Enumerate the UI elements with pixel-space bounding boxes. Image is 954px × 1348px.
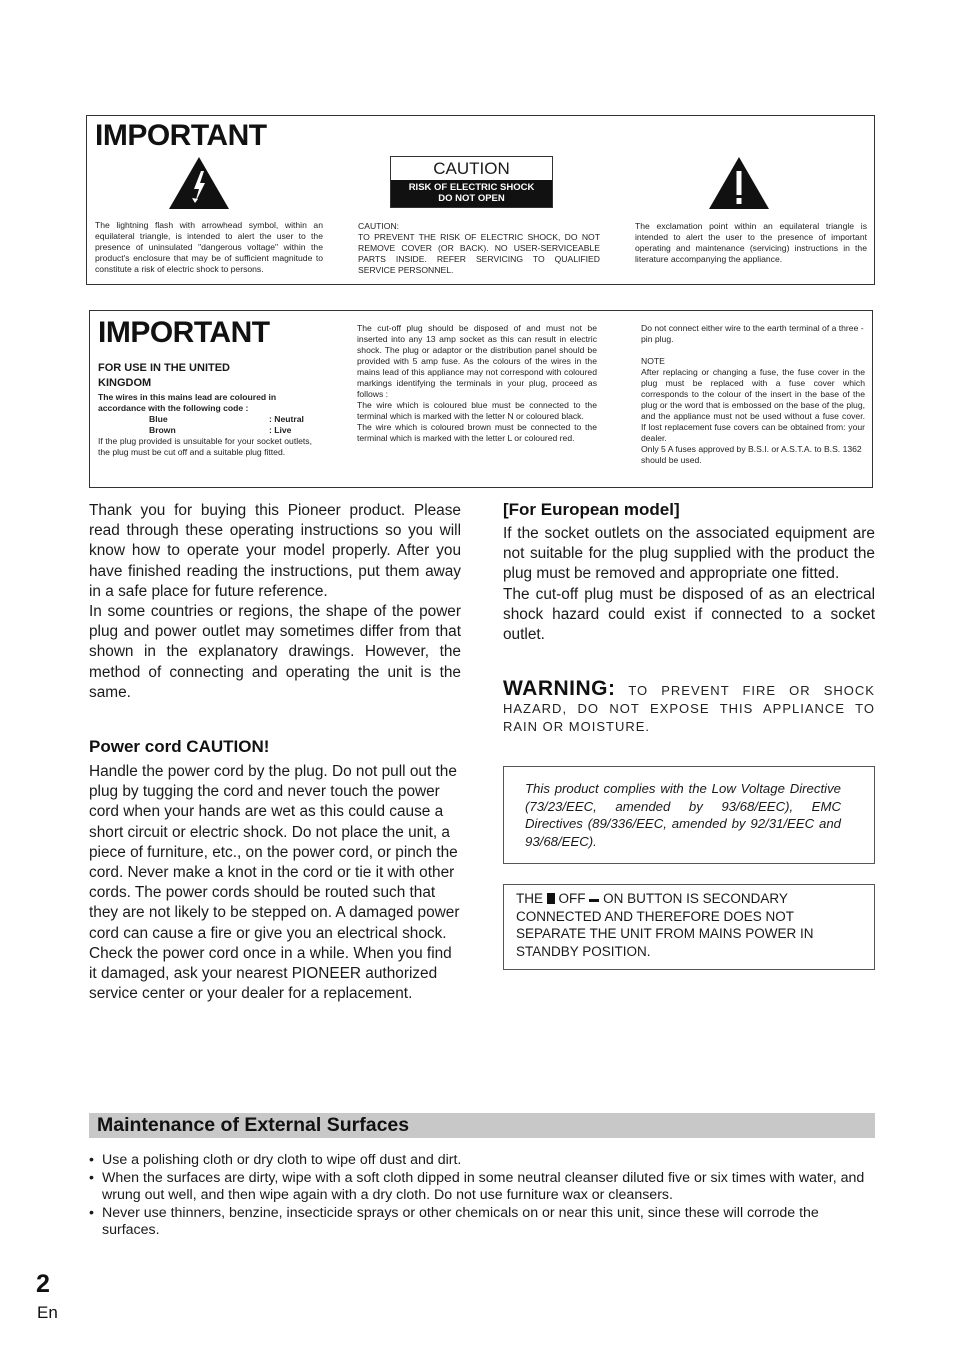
page-language: En	[37, 1303, 58, 1322]
power-on-icon	[589, 899, 599, 902]
maintenance-heading: Maintenance of External Surfaces	[97, 1114, 410, 1136]
uk-wires-intro: The wires in this mains lead are coloured in accordance with the following code :	[98, 392, 277, 413]
caution-label	[390, 156, 553, 208]
uk-col3	[641, 323, 865, 466]
wire-brown-role: : Live	[269, 425, 292, 435]
caution-label-line2: DO NOT OPEN	[438, 193, 505, 204]
wire-blue-color: Blue	[149, 414, 168, 424]
standby-box	[503, 884, 875, 970]
uk-col1	[98, 361, 312, 458]
uk-fuse-text: Only 5 A fuses approved by B.S.I. or A.S.T.A. to B.S. 1362 should be used.	[641, 444, 862, 465]
page-number: 2	[36, 1270, 50, 1298]
european-paragraph-1: If the socket outlets on the associated equipment are not suitable for the plug supplied with the product the plug must be removed and appropriate one fitted.	[503, 525, 875, 583]
caution-explanation	[358, 221, 600, 276]
exclamation-explanation: The exclamation point within an equilateral triangle is intended to alert the user to the presence of important operating and maintenance (servicing) instructions in the literature accompanying the appliance.	[635, 221, 867, 264]
uk-note-text: After replacing or changing a fuse, the fuse cover in the plug must be replaced with a fuse cover which corresponds to the colour of the insert in the base of the plug or the word that is embossed on the base of the plug, and the appliance must not be used without a fuse cover. If lost replacement fuse covers can be obtained from: your dealer.	[641, 367, 865, 443]
maintenance-header-bar	[89, 1113, 875, 1138]
power-off-icon	[547, 893, 555, 904]
uk-earth-text: Do not connect either wire to the earth terminal of a three - pin plug.	[641, 323, 864, 344]
uk-brown-wire-text: The wire which is coloured brown must be connected to the terminal which is marked with the letter L or coloured red.	[357, 422, 597, 443]
standby-off: OFF	[558, 891, 586, 906]
warning-section	[503, 677, 875, 736]
important-title-top: IMPORTANT	[95, 119, 267, 152]
maintenance-item: • Use a polishing cloth or dry cloth to wipe off dust and dirt.	[89, 1152, 879, 1170]
intro-paragraph-1: Thank you for buying this Pioneer product. Please read through these operating instructions so you will know how to operate your model properly. After you have finished reading the instructions, put them away in a safe place for future reference.	[89, 502, 461, 600]
uk-blue-wire-text: The wire which is coloured blue must be connected to the terminal which is marked with the letter N or coloured black.	[357, 400, 597, 421]
warning-text: TO PREVENT FIRE OR SHOCK HAZARD, DO NOT EXPOSE THIS APPLIANCE TO RAIN OR MOISTURE.	[503, 683, 875, 734]
uk-wire-brown	[98, 425, 312, 436]
power-cord-text: Handle the power cord by the plug. Do not pull out the plug by tugging the cord and never touch the power cord when your hands are wet as this could cause a short circuit or electric shock. Do not place the unit, a piece of furniture, etc., on the power cord, or pinch the cord. Never make a knot in the cord or tie it with other cords. The power cords should be routed such that they are not likely to be stepped on. A damaged power cord can cause a fire or give you an electrical shock. Check the power cord once in a while. When you find it damaged, ask your nearest PIONEER authorized service center or your dealer for a replacement.	[89, 763, 460, 1003]
lightning-explanation: The lightning flash with arrowhead symbol, within an equilateral triangle, is intended to alert the user to the presence of uninsulated "dangerous voltage" within the product's enclosure that may be of sufficient magnitude to constitute a risk of electric shock to persons.	[95, 220, 323, 274]
uk-cutoff-text: The cut-off plug should be disposed of and must not be inserted into any 13 amp socket as this can result in electric shock. The plug or adaptor or the distribution panel should be provided with 5 amp fuse. As the colours of the wires in the mains lead of this appliance may not correspond with coloured markings identifying the terminals in your plug, proceed as follows :	[357, 323, 597, 399]
uk-col2	[357, 323, 597, 444]
caution-label-band	[391, 180, 552, 207]
wire-blue-role: : Neutral	[269, 414, 304, 424]
european-section	[503, 524, 875, 645]
caution-explanation-text: TO PREVENT THE RISK OF ELECTRIC SHOCK, DO NOT REMOVE COVER (OR BACK). NO USER-SERVICEABLE PARTS INSIDE. REFER SERVICING TO QUALIFIED SERVICE PERSONNEL.	[358, 232, 600, 275]
standby-the: THE	[516, 891, 543, 906]
standby-on: ON	[603, 891, 624, 906]
wire-brown-color: Brown	[149, 425, 176, 435]
maintenance-list	[89, 1152, 879, 1240]
uk-note-label: NOTE	[641, 356, 665, 366]
standby-rest: BUTTON IS SECONDARY CONNECTED AND THEREFORE DOES NOT SEPARATE THE UNIT FROM MAINS POWER IN STANDBY POSITION.	[516, 891, 814, 959]
caution-label-title: CAUTION	[433, 159, 510, 178]
european-paragraph-2: The cut-off plug must be disposed of as an electrical shock hazard could exist if connected to a socket outlet.	[503, 585, 875, 644]
uk-plug-unsuitable: If the plug provided is unsuitable for your socket outlets, the plug must be cut off and a suitable plug fitted.	[98, 436, 312, 457]
maintenance-item: • Never use thinners, benzine, insecticide sprays or other chemicals on or near this unit, since these will corrode the surfaces.	[89, 1205, 879, 1240]
uk-subtitle: FOR USE IN THE UNITED KINGDOM	[98, 362, 231, 389]
uk-wire-blue	[98, 414, 312, 425]
intro-paragraph-2: In some countries or regions, the shape of the power plug and power outlet may sometimes differ from that shown in the explanatory drawings. However, the method of connecting and operating the unit is the same.	[89, 603, 461, 701]
intro-section	[89, 501, 461, 703]
lightning-warning-icon	[167, 155, 231, 211]
european-heading: [For European model]	[503, 500, 680, 519]
power-cord-heading: Power cord CAUTION!	[89, 737, 270, 756]
compliance-text: This product complies with the Low Voltage Directive (73/23/EEC, amended by 93/68/EEC), EMC Directives (89/336/EEC, amended by 92/31/EEC and 93/68/EEC).	[525, 781, 841, 849]
caution-explanation-heading: CAUTION:	[358, 221, 400, 231]
exclamation-warning-icon	[707, 155, 771, 211]
caution-label-line1: RISK OF ELECTRIC SHOCK	[408, 182, 535, 193]
important-title-uk: IMPORTANT	[98, 316, 270, 349]
compliance-box	[503, 766, 875, 864]
standby-text	[516, 890, 856, 960]
maintenance-item: • When the surfaces are dirty, wipe with a soft cloth dipped in some neutral cleanser diluted five or six times with water, and wrung out well, and then wipe again with a dry cloth. Do not use furniture wax or cleansers.	[89, 1170, 879, 1205]
warning-label: WARNING:	[503, 677, 616, 700]
